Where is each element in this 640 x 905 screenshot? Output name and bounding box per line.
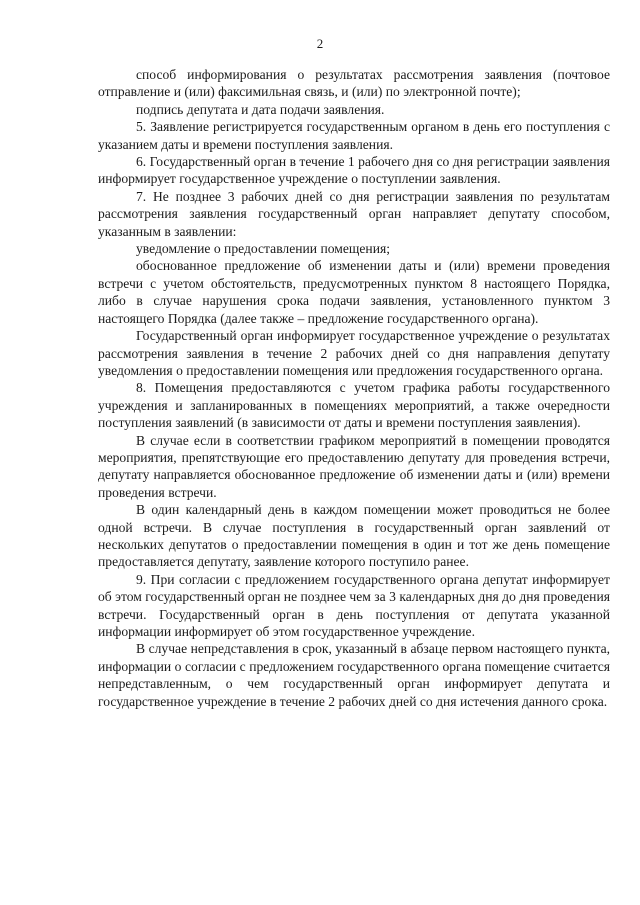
paragraph-item-6: 6. Государственный орган в течение 1 рабочего дня со дня регистрации заявления информирует государственное учреждение о поступлении заявления.	[98, 154, 610, 187]
page-number: 2	[316, 36, 324, 51]
paragraph-signature: подпись депутата и дата подачи заявления.	[136, 101, 385, 117]
paragraph-item-7: 7. Не позднее 3 рабочих дней со дня регистрации заявления по результатам рассмотрения заявления государственный орган направляет депутату способом, указанным в заявлении:	[98, 188, 610, 239]
paragraph-inform-institution: Государственный орган информирует государственное учреждение о результатах рассмотрения заявления в течение 2 рабочих дней со дня направления депутату уведомления о предоставлении помещения или предложения государственного органа.	[98, 328, 610, 378]
document-body	[98, 66, 610, 710]
paragraph-notification-method: способ информирования о результатах рассмотрения заявления (почтовое отправление и (или) факсимильная связь, и (или) по электронной почте);	[98, 67, 610, 100]
paragraph-conflicting-events: В случае если в соответствии графиком мероприятий в помещении проводятся мероприятия, препятствующие его предоставлению депутату для проведения встречи, депутату направляется обоснованное предложение об изменении даты и (или) времени проведения встречи.	[98, 432, 610, 500]
paragraph-notice: уведомление о предоставлении помещения;	[136, 241, 390, 257]
paragraph-item-5: 5. Заявление регистрируется государственным органом в день его поступления с указанием даты и времени поступления заявления.	[98, 119, 610, 152]
paragraph-item-8: 8. Помещения предоставляются с учетом графика работы государственного учреждения и запланированных в помещениях мероприятий, а также очередности поступления заявлений (в зависимости от даты и времени поступления заявления).	[98, 380, 610, 431]
paragraph-non-submission: В случае непредставления в срок, указанный в абзаце первом настоящего пункта, информации о согласии с предложением государственного органа помещение считается непредставленным, о чем государственный орган информирует депутата и государственное учреждение в течение 2 рабочих дней со дня истечения данного срока.	[98, 641, 610, 709]
paragraph-proposal: обоснованное предложение об изменении даты и (или) времени проведения встречи с учетом обстоятельств, предусмотренных пунктом 8 настоящего Порядка, либо в случае нарушения срока подачи заявления, установленного пунктом 3 настоящего Порядка (далее также – предложение государственного органа).	[98, 258, 610, 326]
paragraph-item-9: 9. При согласии с предложением государственного органа депутат информирует об этом государственный орган не позднее чем за 3 календарных дня до дня проведения встречи. Государственный орган в день поступления от депутата указанной информации информирует об этом государственное учреждение.	[98, 571, 610, 639]
paragraph-one-meeting-per-day: В один календарный день в каждом помещении может проводиться не более одной встречи. В случае поступления в государственный орган заявлений от нескольких депутатов о предоставлении помещения в один и тот же день помещение предоставляется депутату, заявление которого поступило ранее.	[98, 502, 610, 570]
